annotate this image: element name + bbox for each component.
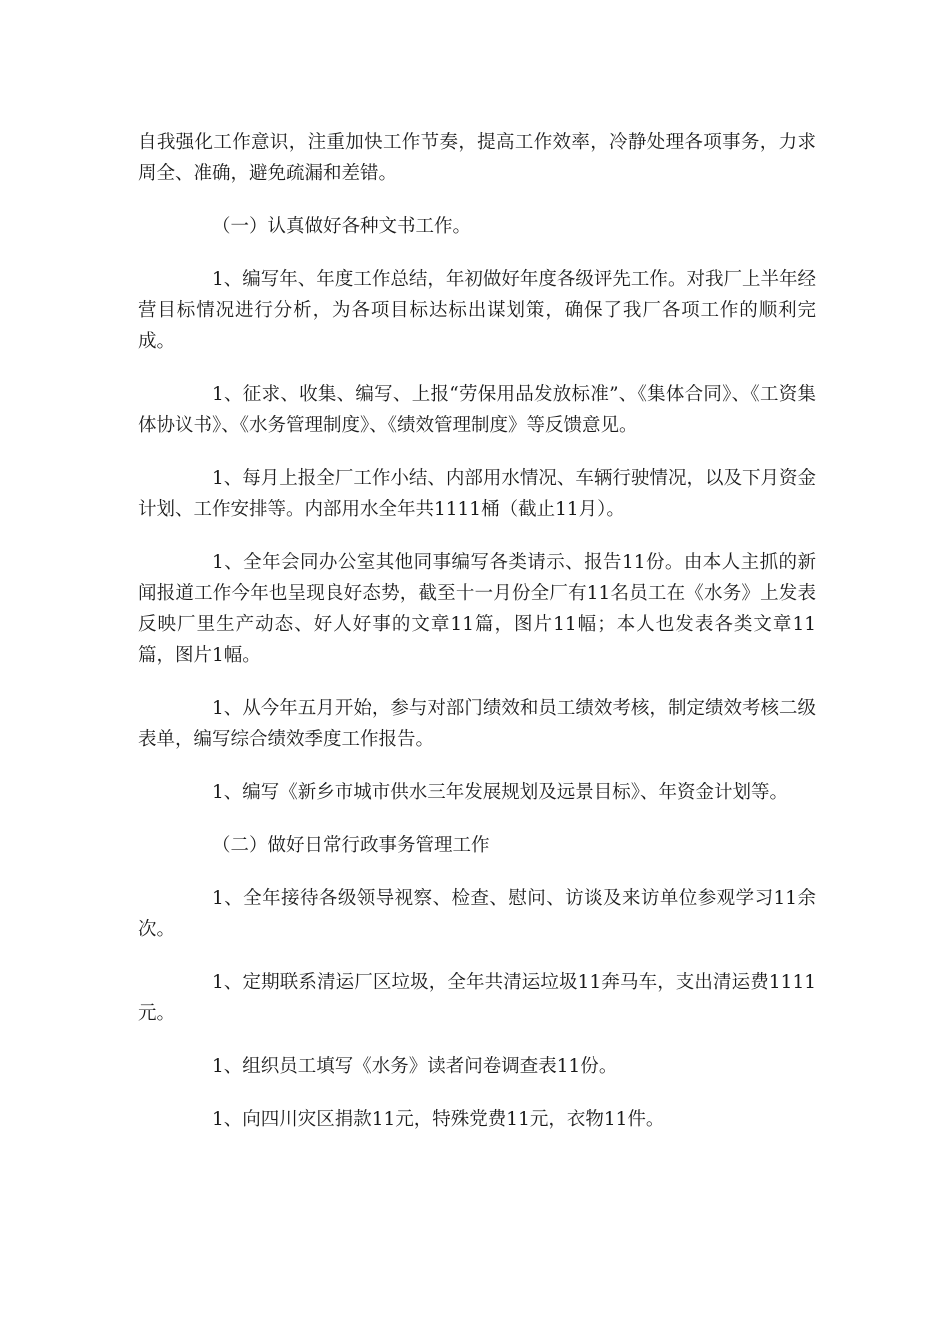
paragraph-item: 1、定期联系清运厂区垃圾，全年共清运垃圾11奔马车，支出清运费1111元。 — [138, 972, 816, 1024]
paragraph-item: 1、编写《新乡市城市供水三年发展规划及远景目标》、年资金计划等。 — [212, 782, 789, 803]
paragraph-item: 1、征求、收集、编写、上报“劳保用品发放标准”、《集体合同》、《工资集体协议书》、《水务管理制度》、《绩效管理制度》等反馈意见。 — [138, 384, 816, 436]
paragraph-item: 1、全年接待各级领导视察、检查、慰问、访谈及来访单位参观学习11余次。 — [138, 888, 816, 940]
paragraph-intro: 自我强化工作意识，注重加快工作节奏，提高工作效率，冷静处理各项事务，力求周全、准确，避免疏漏和差错。 — [138, 132, 816, 184]
paragraph-item: 1、全年会同办公室其他同事编写各类请示、报告11份。由本人主抓的新闻报道工作今年也呈现良好态势，截至十一月份全厂有11名员工在《水务》上发表反映厂里生产动态、好人好事的文章11篇，图片11幅；本人也发表各类文章11篇，图片1幅。 — [138, 552, 816, 666]
paragraph-item: 1、编写年、年度工作总结，年初做好年度各级评先工作。对我厂上半年经营目标情况进行分析，为各项目标达标出谋划策，确保了我厂各项工作的顺利完成。 — [138, 269, 816, 352]
section-heading-2: （二）做好日常行政事务管理工作 — [212, 835, 490, 856]
paragraph-item: 1、每月上报全厂工作小结、内部用水情况、车辆行驶情况，以及下月资金计划、工作安排等。内部用水全年共1111桶（截止11月）。 — [138, 468, 816, 520]
paragraph-item: 1、向四川灾区捐款11元，特殊党费11元，衣物11件。 — [212, 1109, 665, 1130]
document-body — [138, 127, 816, 1157]
paragraph-item: 1、从今年五月开始，参与对部门绩效和员工绩效考核，制定绩效考核二级表单，编写综合绩效季度工作报告。 — [138, 698, 816, 750]
paragraph-item: 1、组织员工填写《水务》读者问卷调查表11份。 — [212, 1056, 618, 1077]
section-heading-1: （一）认真做好各种文书工作。 — [212, 216, 472, 237]
